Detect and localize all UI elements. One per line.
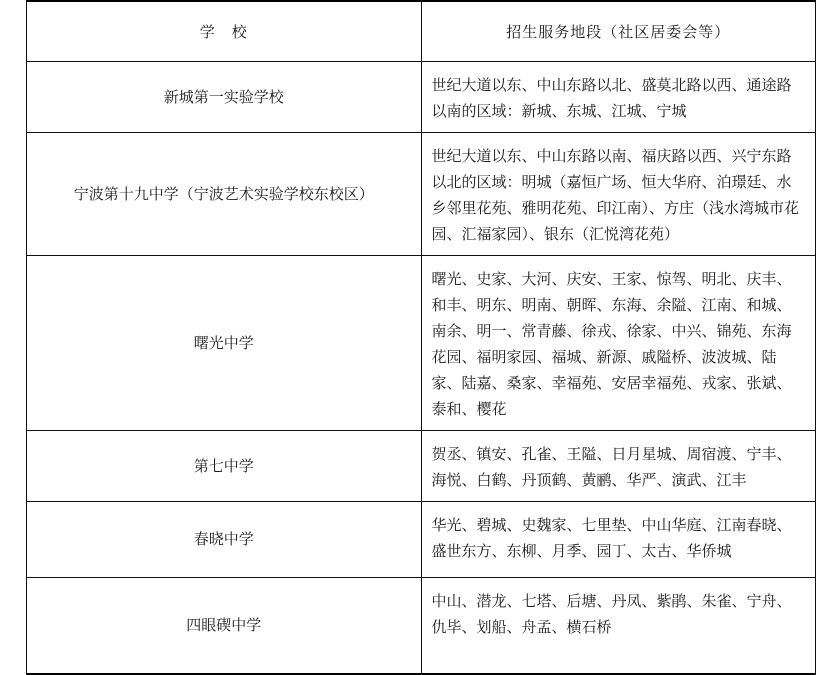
- school-name: [27, 133, 422, 256]
- service-area: 中山、潜龙、七塔、后塘、丹凤、紫鹃、朱雀、宁舟、仇毕、划船、舟孟、横石桥: [421, 578, 816, 674]
- service-area: 世纪大道以东、中山东路以北、盛莫北路以西、通途路以南的区域：新城、东城、江城、宁城: [421, 62, 816, 133]
- table-header-row: [27, 1, 816, 62]
- school-name-text: 新城第一实验学校: [163, 87, 284, 106]
- service-area: 曙光、史家、大河、庆安、王家、惊驾、明北、庆丰、和丰、明东、明南、朝晖、东海、余隘、江南、和城、南余、明一、常青藤、徐戎、徐家、中兴、锦苑、东海花园、福明家园、福城、新源、戚隘桥、波波城、陆家、陆嘉、桑家、幸福苑、安居幸福苑、戎家、张斌、泰和、樱花: [421, 256, 816, 431]
- table-row: [27, 502, 816, 578]
- school-name-text: 宁波第十九中学（宁波艺术实验学校东校区）: [73, 184, 374, 203]
- header-service-area: 招生服务地段（社区居委会等）: [421, 1, 816, 62]
- table-row: [27, 578, 816, 674]
- school-name: [27, 256, 422, 431]
- service-area: 华光、碧城、史魏家、七里垫、中山华庭、江南春晓、盛世东方、东柳、月季、园丁、太古、华侨城: [421, 502, 816, 578]
- table-row: [27, 431, 816, 502]
- school-name-text: 第七中学: [193, 456, 254, 475]
- enrollment-district-table: [26, 0, 816, 675]
- header-school: 学 校: [27, 1, 422, 62]
- table-row: [27, 133, 816, 256]
- school-name: [27, 431, 422, 502]
- school-name-text: 四眼碶中学: [186, 615, 262, 634]
- table-row: [27, 256, 816, 431]
- table-row: [27, 62, 816, 133]
- service-area: 世纪大道以东、中山东路以南、福庆路以西、兴宁东路以北的区域：明城（嘉恒广场、恒大华府、泊璟廷、水乡邻里花苑、雅明花苑、印江南）、方庄（浅水湾城市花园、汇福家园）、银东（汇悦湾花苑）: [421, 133, 816, 256]
- school-name: [27, 502, 422, 578]
- school-name-text: 曙光中学: [193, 333, 254, 352]
- school-name: [27, 578, 422, 674]
- service-area: 贺丞、镇安、孔雀、王隘、日月星城、周宿渡、宁丰、海悦、白鹤、丹顶鹤、黄鹂、华严、演武、江丰: [421, 431, 816, 502]
- school-name: [27, 62, 422, 133]
- school-name-text: 春晓中学: [193, 530, 254, 548]
